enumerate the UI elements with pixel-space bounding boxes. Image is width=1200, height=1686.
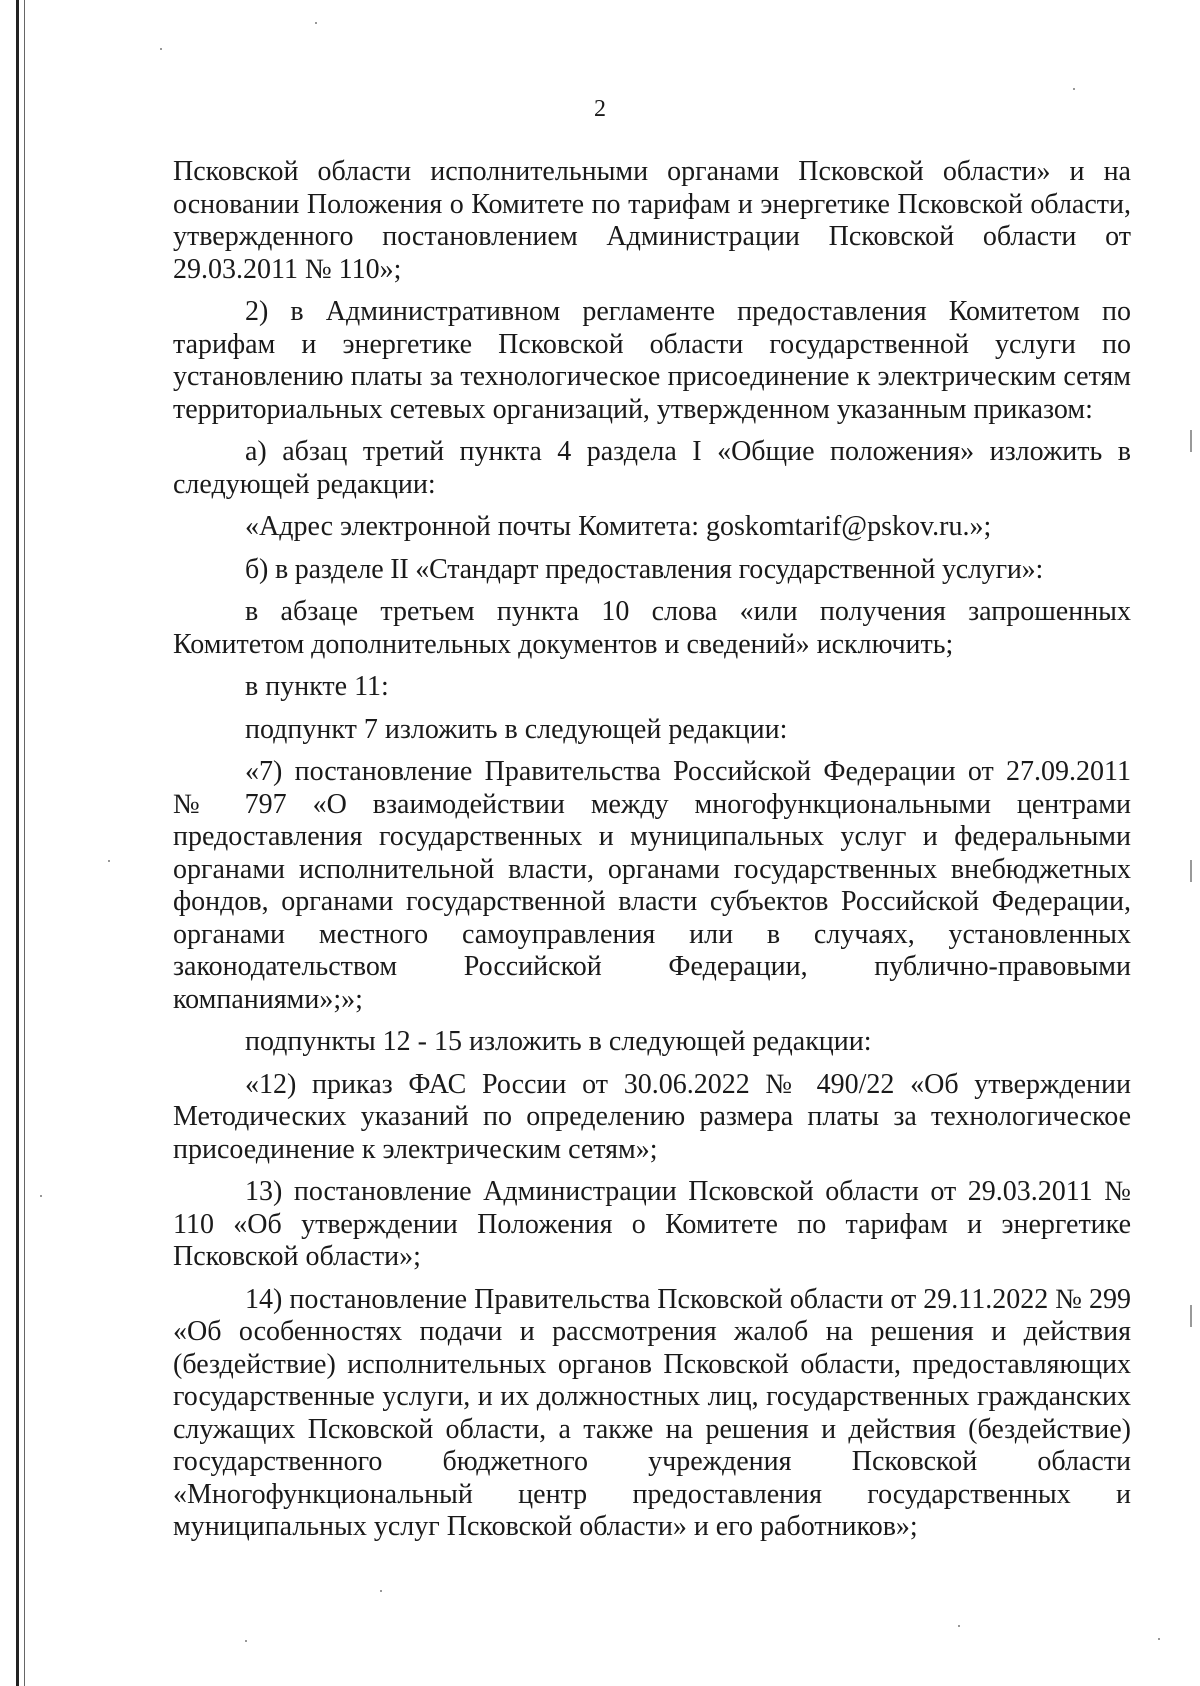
paragraph-point-10: в абзаце третьем пункта 10 слова «или получения запрошенных Комитетом дополнительных документов и сведений» исключить;: [173, 596, 1131, 660]
page-number: 2: [594, 96, 606, 122]
scan-edge-mark: [1190, 1305, 1192, 1327]
binding-edge-shadow: [24, 0, 25, 1686]
paragraph-subpoint-7-intro: подпункт 7 изложить в следующей редакции:: [245, 713, 788, 745]
scan-edge-mark: [1190, 430, 1192, 452]
scan-speck: [315, 22, 317, 24]
scan-speck: [160, 48, 162, 50]
paragraph-subpoint-7: «7) постановление Правительства Российской Федерации от 27.09.2011 № 797 «О взаимодействии между многофункциональными центрами предоставления государственных и муниципальных услуг и федеральными органами исполнительной власти, органами государственных внебюджетных фондов, органами государственной власти субъектов Российской Федерации, органами местного самоуправления или в случаях, установленных законодательством Российской Федерации, публично-правовыми компаниями»;»;: [173, 756, 1131, 1015]
paragraph-subpoint-14: 14) постановление Правительства Псковской области от 29.11.2022 № 299 «Об особенностях подачи и рассмотрения жалоб на решения и действия (бездействие) исполнительных органов Псковской области, предоставляющих государственные услуги, и их должностных лиц, государственных гражданских служащих Псковской области, а также на решения и действия (бездействие) государственного бюджетного учреждения Псковской области «Многофункциональный центр предоставления государственных и муниципальных услуг Псковской области» и его работников»;: [173, 1283, 1131, 1542]
scan-speck: [1158, 1638, 1160, 1640]
scan-speck: [245, 1640, 247, 1642]
paragraph-subpoint-13: 13) постановление Администрации Псковской области от 29.03.2011 № 110 «Об утверждении Положения о Комитете по тарифам и энергетике Псковской области»;: [173, 1176, 1131, 1272]
paragraph-item-2: 2) в Административном регламенте предоставления Комитетом по тарифам и энергетике Псковской области государственной услуги по установлению платы за технологическое присоединение к электрическим сетям территориальных сетевых организаций, утвержденном указанным приказом:: [173, 296, 1131, 425]
scan-speck: [40, 1195, 42, 1197]
scan-speck: [108, 860, 110, 862]
scan-speck: [1073, 88, 1075, 90]
scan-speck: [958, 1625, 960, 1627]
paragraph-continuation: Псковской области исполнительными органами Псковской области» и на основании Положения о Комитете по тарифам и энергетике Псковской области, утвержденного постановлением Администрации Псковской области от 29.03.2011 № 110»;: [173, 156, 1131, 285]
paragraph-subpoints-12-15-intro: подпункты 12 - 15 изложить в следующей редакции:: [245, 1026, 872, 1057]
scan-edge-mark: [1190, 860, 1192, 882]
paragraph-email: «Адрес электронной почты Комитета: goskomtarif@pskov.ru.»;: [245, 511, 992, 542]
binding-edge-line: [16, 0, 19, 1686]
scan-speck: [380, 1590, 382, 1592]
document-body: [173, 156, 1131, 1554]
paragraph-subpoint-12: «12) приказ ФАС России от 30.06.2022 № 490/22 «Об утверждении Методических указаний по определению размера платы за технологическое присоединение к электрическим сетям»;: [173, 1068, 1131, 1165]
paragraph-item-b: б) в разделе II «Стандарт предоставления государственной услуги»:: [245, 553, 1044, 585]
paragraph-point-11: в пункте 11:: [245, 671, 389, 702]
paragraph-item-a: а) абзац третий пункта 4 раздела I «Общие положения» изложить в следующей редакции:: [173, 436, 1131, 500]
